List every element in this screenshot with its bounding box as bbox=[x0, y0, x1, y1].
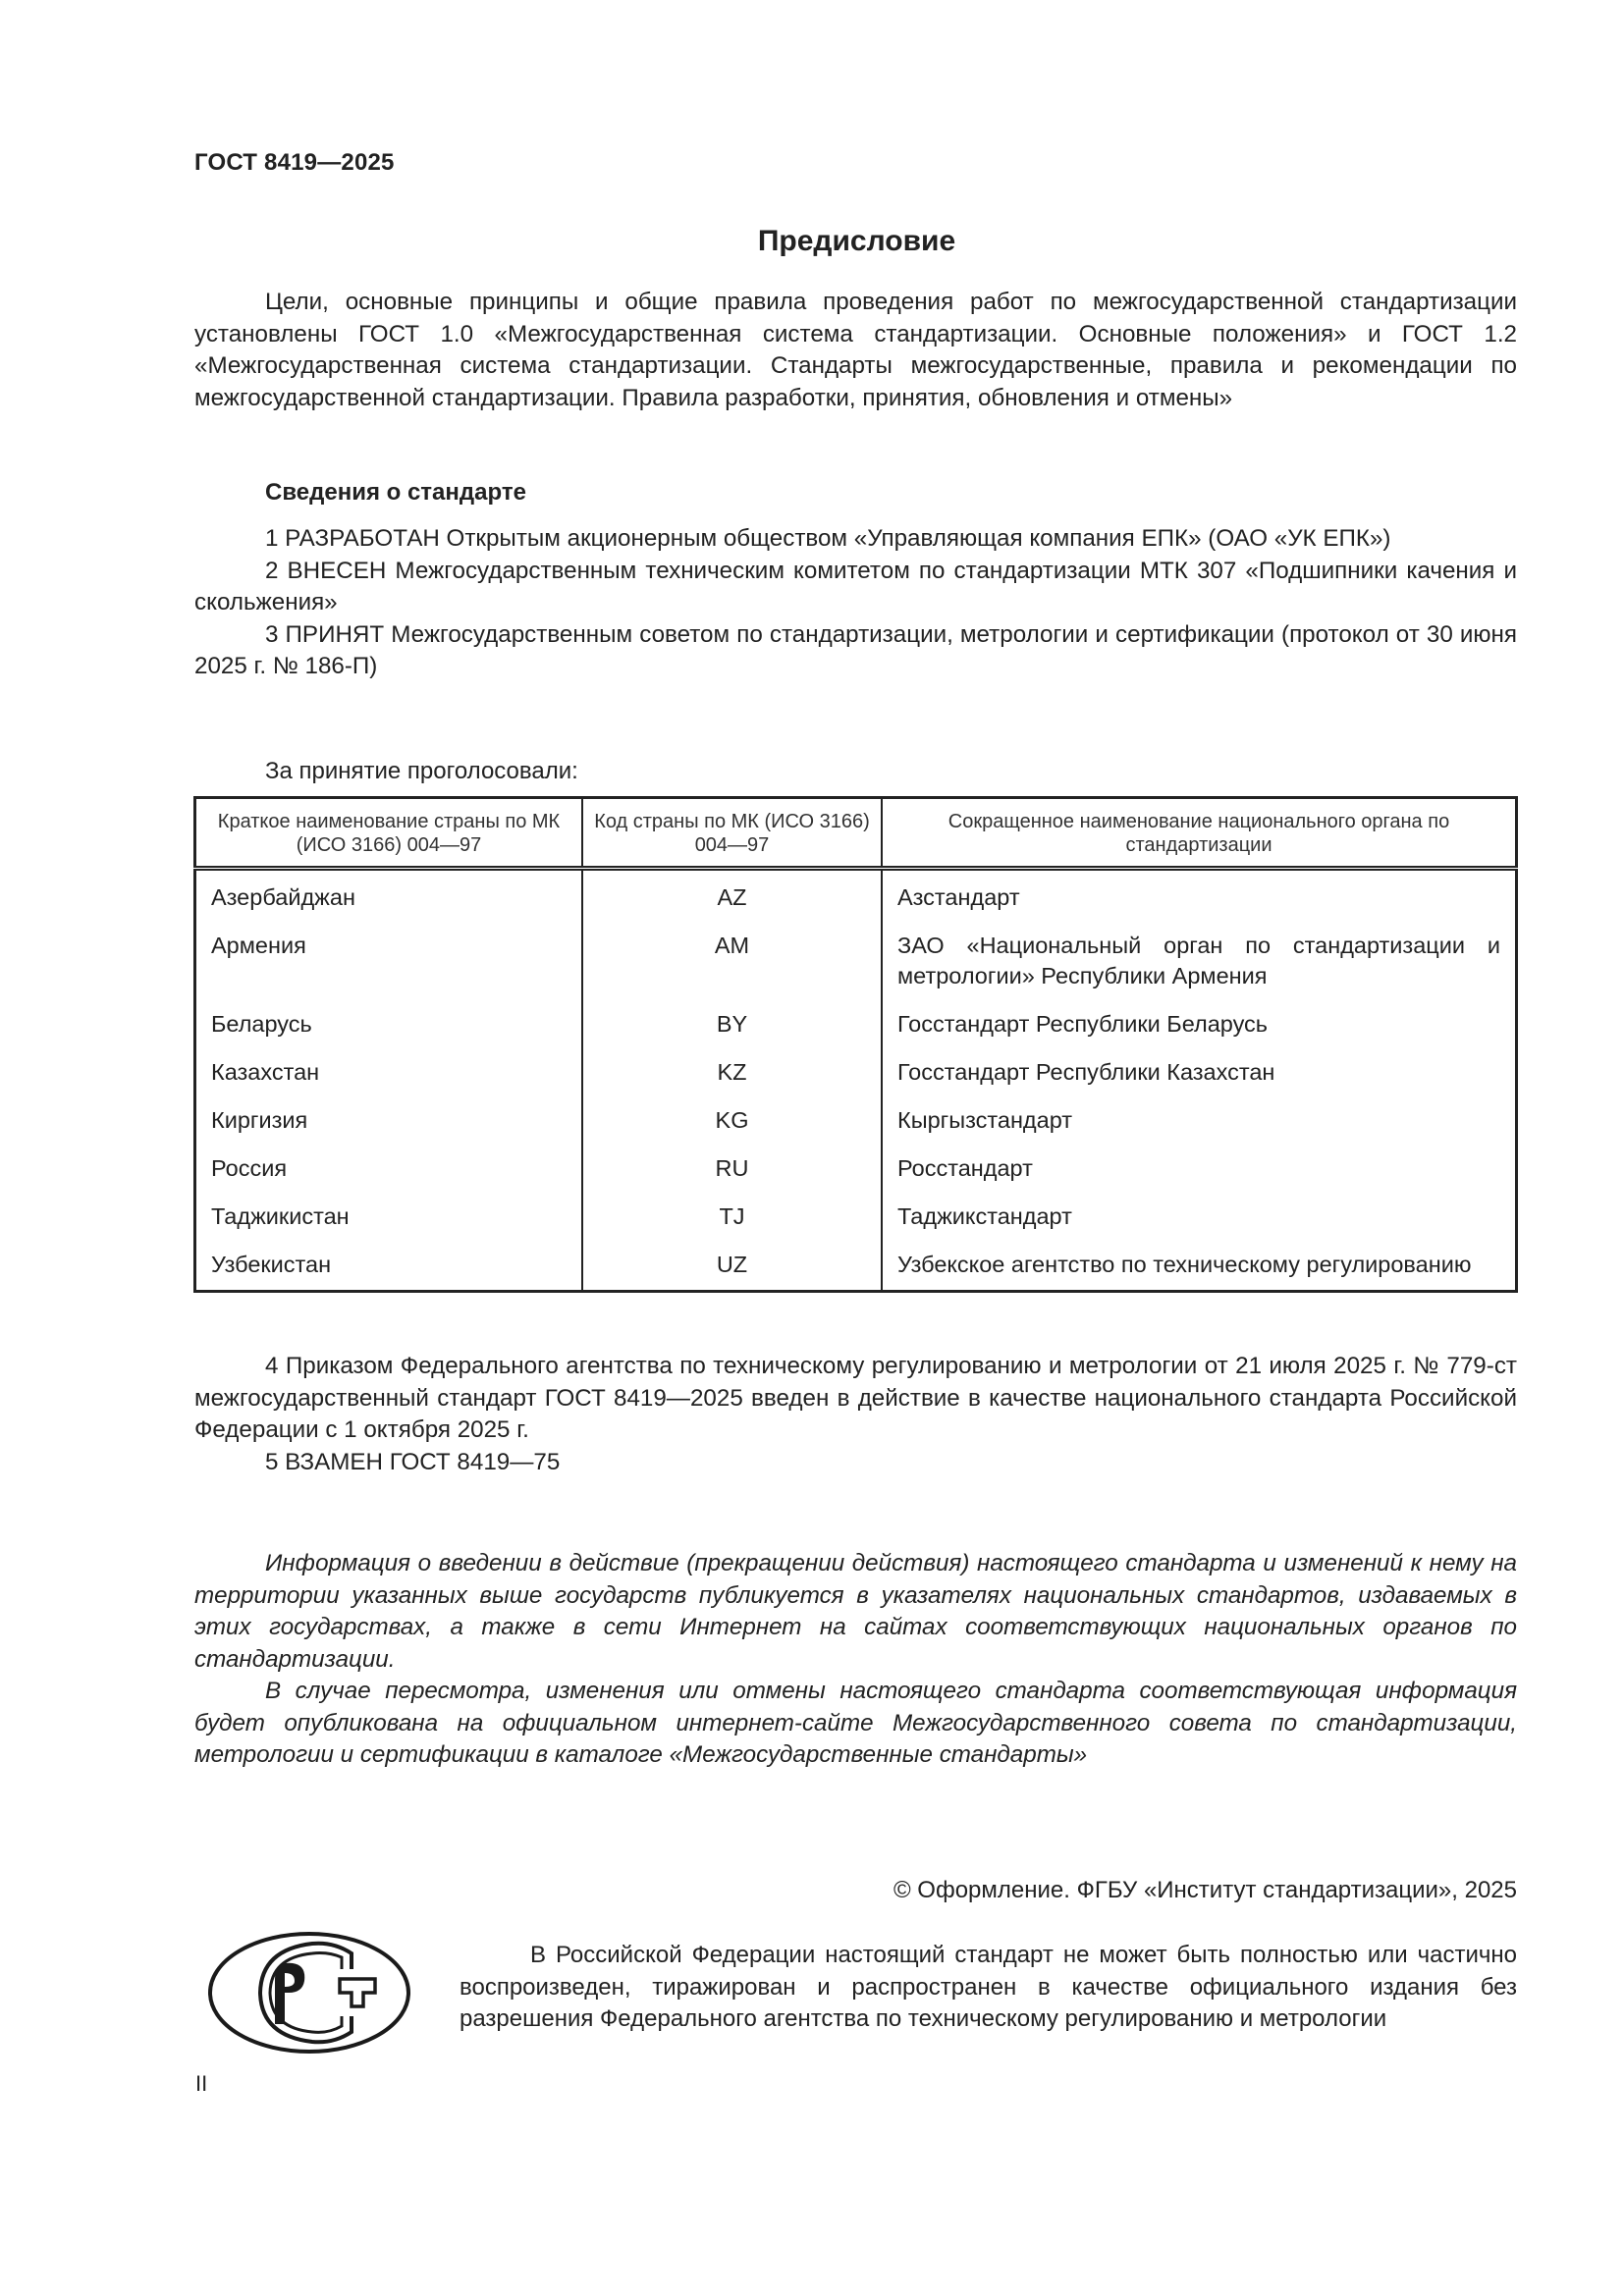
cell-country: Армения bbox=[195, 913, 583, 991]
cell-country: Азербайджан bbox=[195, 869, 583, 914]
cell-body: Узбекское агентство по техническому регулированию bbox=[897, 1252, 1472, 1277]
note-2: В случае пересмотра, изменения или отмены настоящего стандарта соответствующая информация будет опубликована на официальном интернет-сайте Межгосударственного совета по стандартизации, метрологии и сертификации в каталоге «Межгосударственные стандарты» bbox=[194, 1678, 1517, 1768]
cell-code: TJ bbox=[582, 1184, 882, 1232]
section-heading: Сведения о стандарте bbox=[265, 479, 526, 506]
cell-code: UZ bbox=[582, 1232, 882, 1292]
table-header-row bbox=[195, 798, 1517, 869]
table-row bbox=[195, 1136, 1517, 1184]
intro-text: Цели, основные принципы и общие правила проведения работ по межгосударственной стандартизации установлены ГОСТ 1.0 «Межгосударственная система стандартизации. Основные положения» и ГОСТ 1.2 «Межгосударственная система стандартизации. Стандарты межгосударственные, правила и рекомендации по межгосударственной стандартизации. Правила разработки, принятия, обновления и отмены» bbox=[194, 289, 1517, 411]
cell-body: ЗАО «Национальный орган по стандартизации и метрологии» Республики Армения bbox=[897, 933, 1500, 988]
table-row bbox=[195, 1088, 1517, 1136]
cell-body: Госстандарт Республики Беларусь bbox=[897, 1011, 1269, 1037]
info-item-5: 5 ВЗАМЕН ГОСТ 8419—75 bbox=[265, 1448, 561, 1475]
rights-notice bbox=[460, 1940, 1517, 2036]
cell-body: Кыргызстандарт bbox=[897, 1107, 1073, 1133]
document-code: ГОСТ 8419—2025 bbox=[194, 149, 395, 176]
info-item-3: 3 ПРИНЯТ Межгосударственным советом по стандартизации, метрологии и сертификации (протокол от 30 июня 2025 г. № 186-П) bbox=[194, 620, 1517, 679]
cell-country: Беларусь bbox=[195, 991, 583, 1040]
cell-code: AZ bbox=[582, 869, 882, 914]
rst-conformity-mark-icon bbox=[206, 1930, 412, 2056]
header-country: Краткое наименование страны по МК (ИСО 3166) 004—97 bbox=[195, 798, 583, 869]
cell-country: Узбекистан bbox=[195, 1232, 583, 1292]
cell-country: Таджикистан bbox=[195, 1184, 583, 1232]
page-number: II bbox=[195, 2071, 208, 2096]
cell-country: Россия bbox=[195, 1136, 583, 1184]
page-title: Предисловие bbox=[757, 225, 956, 257]
info-item-1: 1 РАЗРАБОТАН Открытым акционерным обществом «Управляющая компания ЕПК» (ОАО «УК ЕПК») bbox=[265, 525, 1391, 552]
cell-body: Госстандарт Республики Казахстан bbox=[897, 1059, 1275, 1085]
header-code: Код страны по МК (ИСО 3166) 004—97 bbox=[582, 798, 882, 869]
cell-body: Росстандарт bbox=[897, 1155, 1033, 1181]
cell-code: KZ bbox=[582, 1040, 882, 1088]
info-item-4: 4 Приказом Федерального агентства по техническому регулированию и метрологии от 21 июля 2025 г. № 779-ст межгосударственный стандарт ГОСТ 8419—2025 введен в действие в качестве национального стандарта Российской Федерации с 1 октября 2025 г. bbox=[194, 1353, 1517, 1443]
table-row bbox=[195, 991, 1517, 1040]
table-row bbox=[195, 869, 1517, 914]
cell-body: Азстандарт bbox=[897, 884, 1020, 910]
rights-text: В Российской Федерации настоящий стандарт не может быть полностью или частично воспроизведен, тиражирован и распространен в качестве официального издания без разрешения Федерального агентства по техническому регулированию и метрологии bbox=[460, 1942, 1517, 2032]
table-row bbox=[195, 1232, 1517, 1292]
cell-country: Киргизия bbox=[195, 1088, 583, 1136]
copyright-line: © Оформление. ФГБУ «Институт стандартизации», 2025 bbox=[893, 1877, 1517, 1903]
cell-body: Таджикстандарт bbox=[897, 1203, 1072, 1229]
standard-info-list-continued bbox=[194, 1351, 1517, 1478]
cell-code: RU bbox=[582, 1136, 882, 1184]
table-row bbox=[195, 1184, 1517, 1232]
cell-country: Казахстан bbox=[195, 1040, 583, 1088]
publication-notes bbox=[194, 1548, 1517, 1772]
cell-code: BY bbox=[582, 991, 882, 1040]
table-row bbox=[195, 1040, 1517, 1088]
standard-info-list bbox=[194, 523, 1517, 683]
intro-paragraph bbox=[194, 287, 1517, 414]
info-item-2: 2 ВНЕСЕН Межгосударственным техническим комитетом по стандартизации МТК 307 «Подшипники качения и скольжения» bbox=[194, 557, 1517, 615]
header-body: Сокращенное наименование национального органа по стандартизации bbox=[882, 798, 1517, 869]
vote-label: За принятие проголосовали: bbox=[265, 758, 578, 784]
cell-code: KG bbox=[582, 1088, 882, 1136]
voting-countries-table bbox=[193, 796, 1518, 1293]
note-1: Информация о введении в действие (прекращении действия) настоящего стандарта и изменений к нему на территории указанных выше государств публикуется в указателях национальных стандартов, издаваемых в этих государствах, а также в сети Интернет на сайтах соответствующих национальных органов по стандартизации. bbox=[194, 1550, 1517, 1673]
table-row bbox=[195, 913, 1517, 991]
cell-code: AM bbox=[582, 913, 882, 991]
